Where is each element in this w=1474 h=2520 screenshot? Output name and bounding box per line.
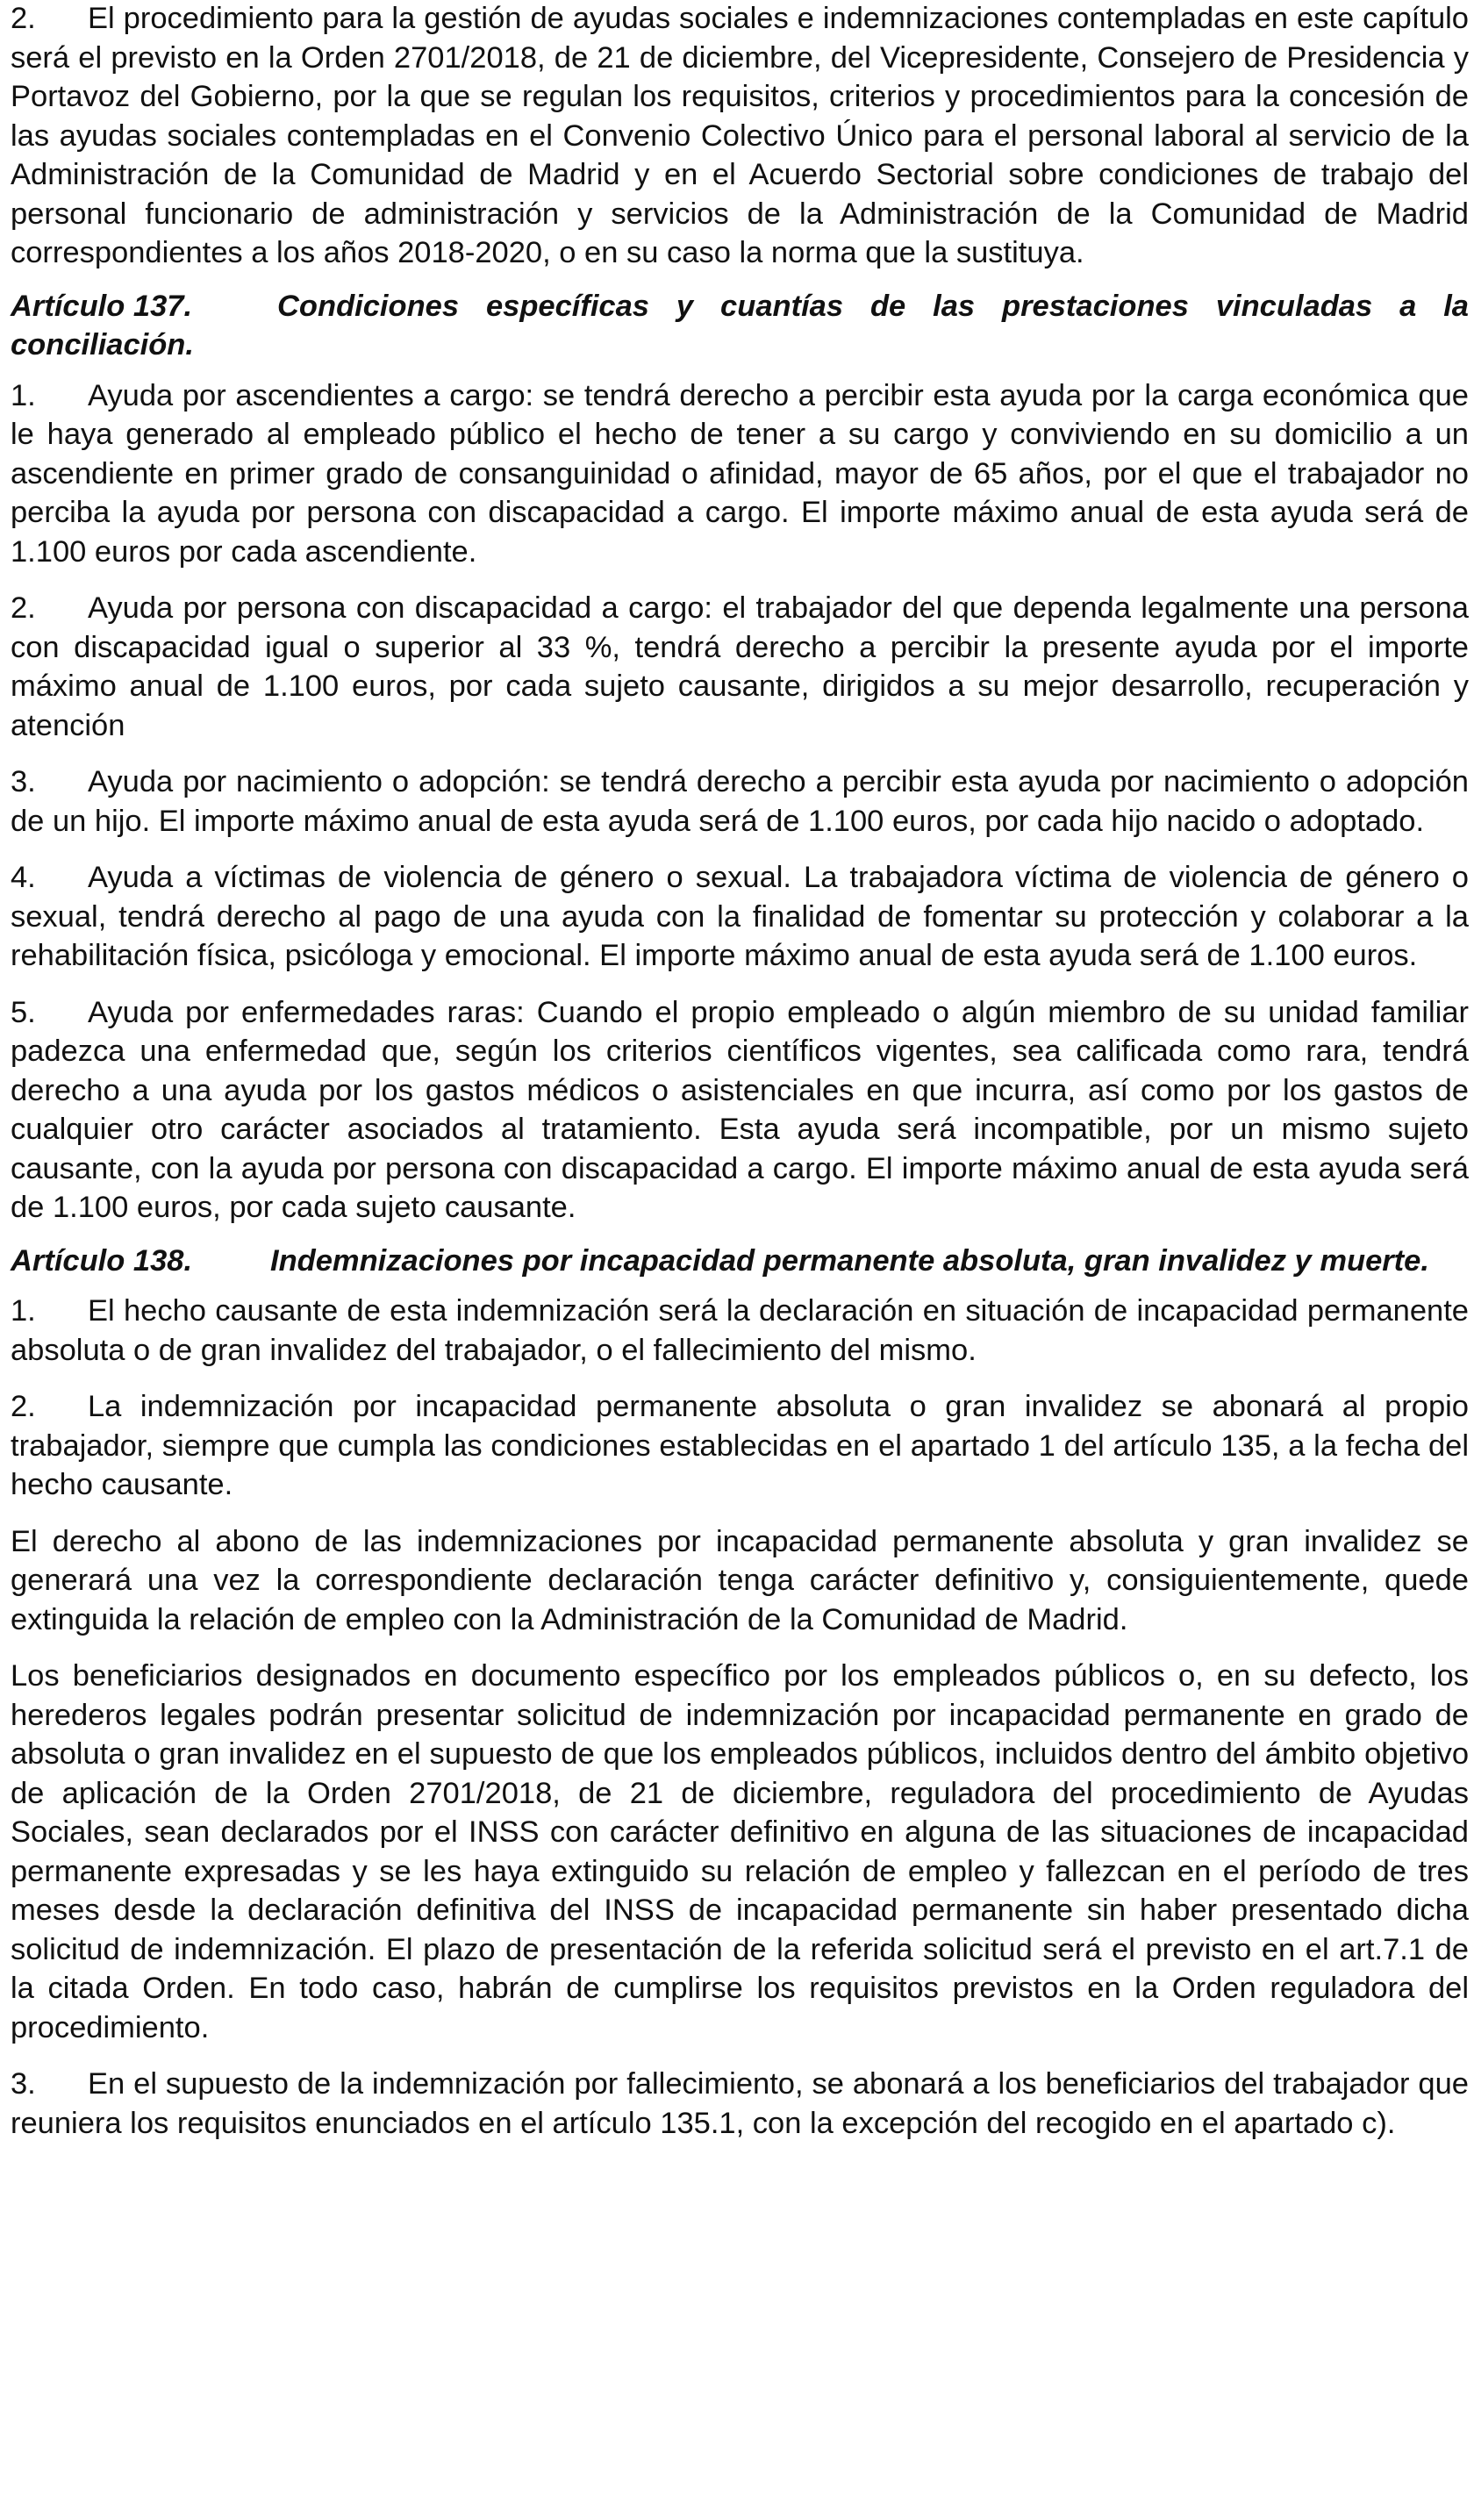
art138-paragraph-a: El derecho al abono de las indemnizaciones por incapacidad permanente absoluta y gran invalidez se generará una vez la correspondiente declaración tenga carácter definitivo y, consiguientemente, quede extinguida la relación de empleo con la Administración de la Comunidad de Madrid.	[11, 1524, 1469, 1636]
paragraph-text: El procedimiento para la gestión de ayudas sociales e indemnizaciones contempladas en este capítulo será el previsto en la Orden 2701/2018, de 21 de diciembre, del Vicepresidente, Consejero de Presidencia y Portavoz del Gobierno, por la que se regulan los requisitos, criterios y procedimientos para la concesión de las ayudas sociales contempladas en el Convenio Colectivo Único para el personal laboral al servicio de la Administración de la Comunidad de Madrid y en el Acuerdo Sectorial sobre condiciones de trabajo del personal funcionario de administración y servicios de la Administración de la Comunidad de Madrid correspondientes a los años 2018-2020, o en su caso la norma que la sustituya.	[11, 2, 1469, 269]
art138-paragraph-b: Los beneficiarios designados en documento específico por los empleados públicos o, en su defecto, los herederos legales podrán presentar solicitud de indemnización por incapacidad permanente en grado de absoluta o gran invalidez en el supuesto de que los empleados públicos, incluidos dentro del ámbito objetivo de aplicación de la Orden 2701/2018, de 21 de diciembre, reguladora del procedimiento de Ayudas Sociales, sean declarados por el INSS con carácter definitivo en alguna de las situaciones de incapacidad permanente expresadas y se les haya extinguido su relación de empleo y fallezcan en el período de tres meses desde la declaración definitiva del INSS de incapacidad permanente sin haber presentado dicha solicitud de indemnización. El plazo de presentación de la referida solicitud será el previsto en el art.7.1 de la citada Orden. En todo caso, habrán de cumplirse los requisitos previstos en la Orden reguladora del procedimiento.	[11, 1659, 1469, 2044]
item-text: En el supuesto de la indemnización por fallecimiento, se abonará a los beneficiarios del trabajador que reuniera los requisitos enunciados en el artículo 135.1, con la excepción del recogido en el apartado c).	[11, 2067, 1469, 2140]
article-title: Indemnizaciones por incapacidad permanente absoluta, gran invalidez y muerte.	[270, 1243, 1429, 1278]
item-text: Ayuda por enfermedades raras: Cuando el propio empleado o algún miembro de su unidad familiar padezca una enfermedad que, según los criterios científicos vigentes, sea calificada como rara, tendrá derecho a una ayuda por los gastos médicos o asistenciales en que incurra, así como por los gastos de cualquier otro carácter asociados al tratamiento. Esta ayuda será incompatible, por un mismo sujeto causante, con la ayuda por persona con discapacidad a cargo. El importe máximo anual de esta ayuda será de 1.100 euros, por cada sujeto causante.	[11, 995, 1469, 1224]
item-text: La indemnización por incapacidad permanente absoluta o gran invalidez se abonará al propio trabajador, siempre que cumpla las condiciones establecidas en el apartado 1 del artículo 135, a la fecha del hecho causante.	[11, 1390, 1469, 1501]
item-number: 2.	[11, 591, 36, 625]
item-number: 1.	[11, 1294, 36, 1328]
item-number: 3.	[11, 2067, 36, 2101]
art137-item-5	[11, 993, 1469, 1228]
item-number: 5.	[11, 995, 36, 1029]
item-text: Ayuda a víctimas de violencia de género o sexual. La trabajadora víctima de violencia de género o sexual, tendrá derecho al pago de una ayuda con la finalidad de fomentar su protección y colaborar a la rehabilitación física, psicóloga y emocional. El importe máximo anual de esta ayuda será de 1.100 euros.	[11, 861, 1469, 972]
art137-item-1	[11, 376, 1469, 572]
art138-item-2	[11, 1387, 1469, 1505]
item-text: El hecho causante de esta indemnización será la declaración en situación de incapacidad permanente absoluta o de gran invalidez del trabajador, o el fallecimiento del mismo.	[11, 1294, 1469, 1367]
article-title: Condiciones específicas y cuantías de las prestaciones vinculadas a la conciliación.	[11, 289, 1469, 362]
item-number: 2.	[11, 1390, 36, 1423]
article-number: Artículo 137.	[11, 289, 193, 323]
art138-item-3	[11, 2065, 1469, 2143]
article-number: Artículo 138.	[11, 1243, 193, 1278]
art137-item-2	[11, 589, 1469, 745]
intro-paragraph	[11, 0, 1469, 273]
item-text: Ayuda por ascendientes a cargo: se tendrá derecho a percibir esta ayuda por la carga económica que le haya generado al empleado público el hecho de tener a su cargo y conviviendo en su domicilio a un ascendiente en primer grado de consanguinidad o afinidad, mayor de 65 años, por el que el trabajador no perciba la ayuda por persona con discapacidad a cargo. El importe máximo anual de esta ayuda será de 1.100 euros por cada ascendiente.	[11, 378, 1469, 569]
article-137-heading	[11, 287, 1469, 365]
article-138-heading	[11, 1242, 1469, 1281]
item-text: Ayuda por persona con discapacidad a cargo: el trabajador del que dependa legalmente una persona con discapacidad igual o superior al 33 %, tendrá derecho a percibir la presente ayuda por el importe máximo anual de 1.100 euros, por cada sujeto causante, dirigidos a su mejor desarrollo, recuperación y atención	[11, 591, 1469, 742]
art138-item-1	[11, 1292, 1469, 1370]
art137-item-3	[11, 762, 1469, 841]
item-text: Ayuda por nacimiento o adopción: se tendrá derecho a percibir esta ayuda por nacimiento o adopción de un hijo. El importe máximo anual de esta ayuda será de 1.100 euros, por cada hijo nacido o adoptado.	[11, 765, 1469, 838]
document-page	[11, 0, 1469, 2143]
paragraph-number: 2.	[11, 2, 36, 35]
art137-item-4	[11, 858, 1469, 976]
item-number: 3.	[11, 765, 36, 798]
item-number: 1.	[11, 378, 36, 412]
item-number: 4.	[11, 861, 36, 894]
